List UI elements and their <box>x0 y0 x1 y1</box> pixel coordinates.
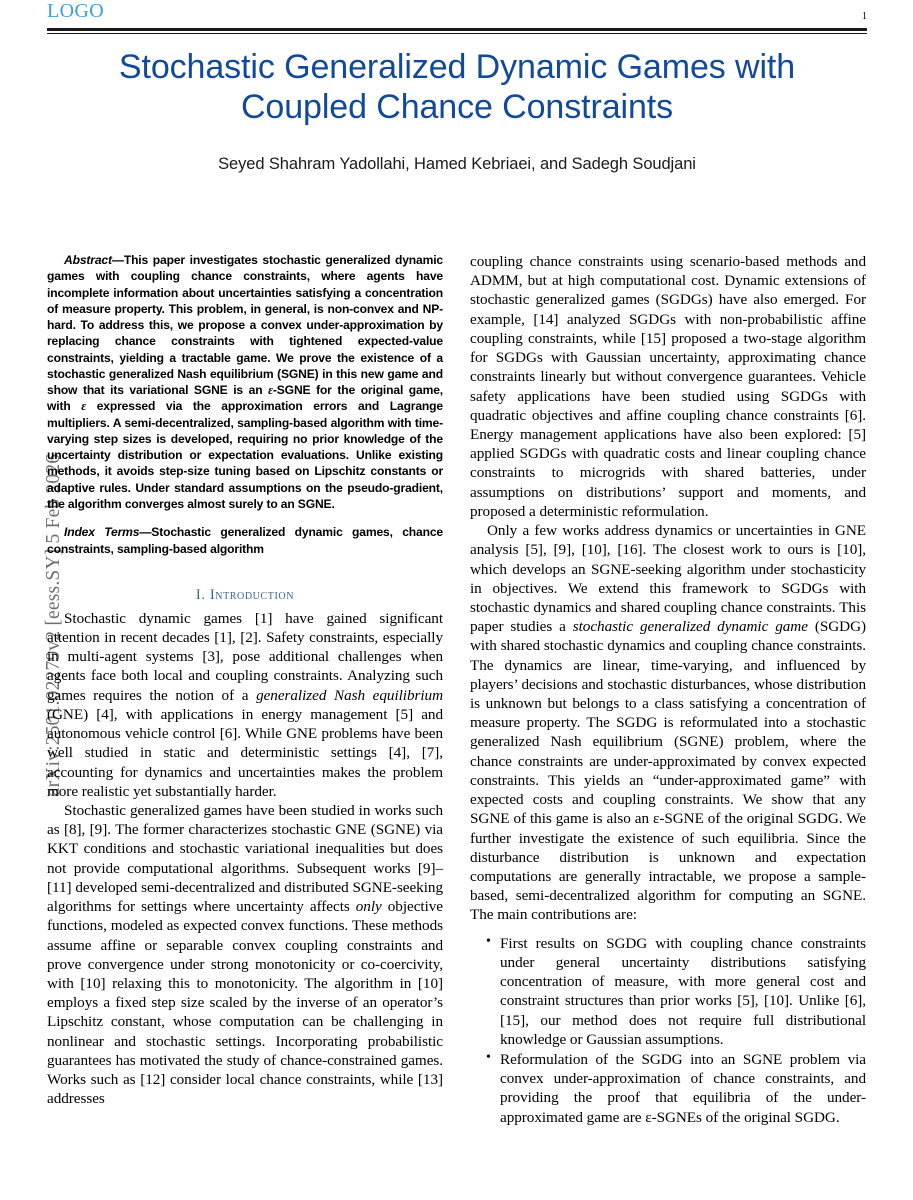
list-item <box>500 1050 866 1127</box>
index-terms-dash: — <box>139 525 152 540</box>
right-paragraph-1: coupling chance constraints using scenario-based methods and ADMM, but at high computational cost. Dynamic extensions of stochastic generalized games (SGDGs) have also emerged. For example, [14] analyzed SGDGs with non-probabilistic affine coupling constraints, while [15] proposed a two-stage algorithm for SGDGs with Gaussian uncertainty, approximating chance constraints linearly but without convergence guarantees. Vehicle safety applications have been studied using SGDGs with quadratic objectives and affine coupling chance constraints [6]. Energy management applications have also been explored: [5] applied SGDGs with quadratic costs and linear coupling chance constraints to microgrids with shared batteries, under assumptions on distributions’ support and moments, and proposed a deterministic reformulation. <box>470 253 866 520</box>
title-block <box>47 48 867 174</box>
author-list: Seyed Shahram Yadollahi, Hamed Kebriaei, and Sadegh Soudjani <box>218 154 696 173</box>
section-name: Introduction <box>209 586 295 603</box>
left-column <box>47 252 443 1128</box>
contribution-1-text: First results on SGDG with coupling chance constraints under general uncertainty distributions satisfying concentration of measure, with more general cost and constraint structures than prior works [5], [10]. Unlike [6], [15], our method does not require full distributional knowledge or Gaussian assumptions. <box>500 934 866 1048</box>
page-number: 1 <box>862 11 867 22</box>
abstract-text-3: expressed via the approximation errors and Lagrange multipliers. A semi-decentralized, sampling-based algorithm with time-varying step sizes is developed, requiring no prior knowledge of the uncertainty distribution or expectation evaluations. Unlike existing methods, it avoids step-size tuning based on Lipschitz constants or adaptive rules. Under standard assumptions on the pseudo-gradient, the algorithm converges almost surely to an SGNE. <box>47 399 443 511</box>
index-terms-text: Stochastic generalized dynamic games, chance constraints, sampling-based algorithm <box>47 525 443 556</box>
contribution-2-text-b: -SGNEs of the original SGDG. <box>651 1108 840 1126</box>
right-p2-emphasis: stochastic generalized dynamic game <box>572 618 808 636</box>
paper-page <box>47 0 867 1200</box>
right-p2-epsilon: ε <box>653 810 660 828</box>
index-terms-paragraph <box>47 524 443 557</box>
title-line-2: Coupled Chance Constraints <box>240 87 674 126</box>
list-item <box>500 934 866 1049</box>
header-rule-thin <box>47 33 867 34</box>
right-p2-text-b: (SGDG) with shared stochastic dynamics and coupling chance constraints. The dynamics are linear, time-varying, and influenced by players’ decisions and stochastic disturbances, whose distribution is unknown but belongs to a class satisfying a concentration of measure property. The SGDG is reformulated into a stochastic generalized Nash equilibrium (SGNE) problem, where the chance constraints are under-approximated by convex expected constraints. This yields an “under-approximated game” with expected costs and coupling constraints. We show that any SGNE of this game is also an <box>470 618 866 828</box>
intro-p2-text-b: objective functions, modeled as expected convex functions. These methods assume affine or separable convex coupling constraints and prove convergence under strong monotonicity or co-coercivity, with [10] relaxing this to monotonicity. The algorithm in [10] employs a fixed step size scaled by the inverse of an operator’s Lipschitz constant, whose computation can be challenging in nonlinear and stochastic settings. Incorporating probabilistic guarantees has motivated the study of chance-constrained games. Works such as [12] consider local chance constraints, while [13] addresses <box>47 898 443 1108</box>
contributions-list <box>470 934 866 1127</box>
right-paragraph-2 <box>470 521 866 925</box>
index-terms-label: Index Terms <box>64 525 140 540</box>
abstract-label: Abstract <box>64 253 112 267</box>
intro-paragraph-1 <box>47 609 443 801</box>
contribution-2-epsilon: ε <box>645 1108 652 1126</box>
abstract-paragraph <box>47 252 443 512</box>
right-column <box>470 252 866 1128</box>
body-columns <box>47 252 867 1128</box>
right-p2-text-c: -SGNE of the original SGDG. We further investigate the existence of such equilibria. Since the disturbance distribution is unknown and expectation computations are generally intractable, we propose a sample-based, semi-decentralized algorithm for computing an SGNE. The main contributions are: <box>470 810 866 924</box>
abstract-dash: — <box>111 253 124 267</box>
abstract-epsilon-2: ε <box>81 399 87 414</box>
intro-p1-text-b: (GNE) [4], with applications in energy management [5] and autonomous vehicle control [6]. While GNE problems have been well studied in static and deterministic settings [4], [7], accounting for dynamics and uncertainties makes the problem more realistic yet substantially harder. <box>47 705 443 800</box>
abstract-epsilon-1: ε <box>268 383 273 398</box>
intro-p2-text-a: Stochastic generalized games have been studied in works such as [8], [9]. The former characterizes stochastic GNE (SGNE) via KKT conditions and stochastic variational inequalities but does not provide computational algorithms. Subsequent works [9]–[11] developed semi-decentralized and distributed SGNE-seeking algorithms for settings where uncertainty affects <box>47 801 443 916</box>
abstract-text-2: -SGNE for the original game, with <box>47 383 444 414</box>
header-rule-thick <box>47 28 867 31</box>
title-line-1: Stochastic Generalized Dynamic Games with <box>118 48 796 86</box>
page-header <box>47 0 867 36</box>
intro-paragraph-2 <box>47 801 443 1109</box>
intro-p2-emphasis: only <box>355 898 382 916</box>
intro-p1-text-a: Stochastic dynamic games [1] have gained significant attention in recent decades [1], [2]. Safety constraints, especially in multi-agent systems [3], pose additional challenges when agents face both local and coupling constraints. Analyzing such games requires the notion of a <box>47 609 443 704</box>
intro-p1-emphasis: generalized Nash equilibrium <box>256 686 443 704</box>
right-p2-text-a: Only a few works address dynamics or uncertainties in GNE analysis [5], [9], [10], [16]. The closest work to ours is [10], which develops an SGNE-seeking algorithm under stochasticity in objectives. We extend this framework to SGDGs with stochastic dynamics and shared coupling chance constraints. This paper studies a <box>470 522 866 636</box>
logo: LOGO <box>47 0 105 22</box>
section-number: I. <box>195 586 206 603</box>
page-title <box>47 48 867 128</box>
abstract-text-1: This paper investigates stochastic generalized dynamic games with coupling chance constraints, where agents have incomplete information about uncertainties satisfying a concentration of measure property. This problem, in general, is non-convex and NP-hard. To address this, we propose a convex under-approximation by replacing chance constraints with tightened expected-value constraints, yielding a tractable game. We prove the existence of a stochastic generalized Nash equilibrium (SGNE) in this new game and show that its variational SGNE is an <box>47 253 443 398</box>
section-heading-introduction <box>47 587 443 604</box>
arxiv-identifier-stamp: arXiv:2501.02279v2 [eess.SY] 5 Feb 2026 <box>43 453 64 797</box>
contribution-2-text-a: Reformulation of the SGDG into an SGNE problem via convex under-approximation of chance constraints, and providing the proof that equilibria of the under-approximated game are <box>500 1050 866 1126</box>
